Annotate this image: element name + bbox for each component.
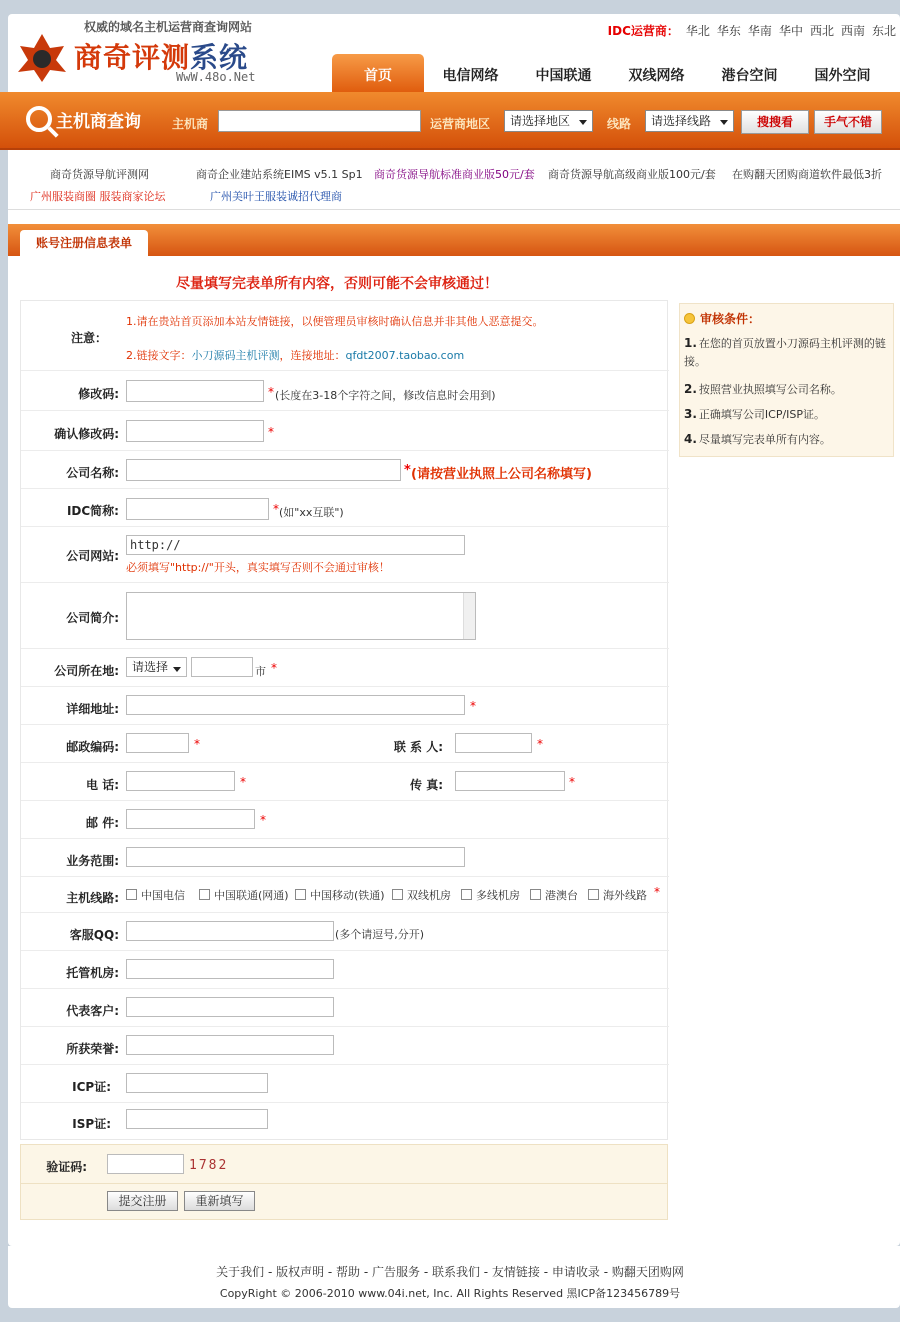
loc-row [21, 649, 669, 687]
line-label: 线路 [607, 117, 632, 131]
registration-form [20, 300, 668, 1140]
isp-label: ISP证: [72, 1117, 111, 1131]
note-line-2: 2.链接文字：小刀源码主机评测，连接地址：qfdt2007.taobao.com [126, 349, 465, 362]
form-tab-header [8, 224, 900, 256]
region-label: 运营商地区 [430, 117, 491, 131]
client-row [21, 989, 669, 1027]
verify-label: 验证码: [46, 1160, 87, 1174]
review-item: 2. 按照营业执照填写公司名称。 [684, 382, 842, 396]
site-tagline: 权威的域名主机运营商查询网站 [84, 20, 253, 34]
honor-input[interactable] [126, 1035, 334, 1055]
zip-row [21, 725, 669, 763]
nav-tab-dual[interactable]: 双线网络 [628, 68, 685, 84]
tel-input[interactable] [126, 771, 235, 791]
checkbox-label: 多线机房 [476, 889, 520, 902]
contact-input[interactable] [455, 733, 532, 753]
line-select[interactable]: 请选择线路 [645, 110, 734, 132]
honor-row [21, 1027, 669, 1065]
submit-button[interactable]: 提交注册 [107, 1191, 178, 1211]
isp-input[interactable] [126, 1109, 268, 1129]
nav-tab-telecom[interactable]: 电信网络 [442, 68, 499, 84]
checkbox[interactable] [199, 889, 210, 900]
checkbox-label: 中国联通(网通) [214, 889, 289, 902]
promo-link[interactable]: 广州美叶王服装诚招代理商 [210, 190, 342, 203]
addr-row [21, 687, 669, 725]
site-label: 公司网站: [66, 549, 119, 563]
magnifier-icon [26, 106, 52, 132]
intro-textarea[interactable] [126, 592, 476, 640]
isp-row [21, 1103, 669, 1139]
tel-label: 电 话: [86, 778, 119, 792]
icp-input[interactable] [126, 1073, 268, 1093]
reset-button[interactable]: 重新填写 [184, 1191, 255, 1211]
biz-row [21, 839, 669, 877]
promo-links [8, 154, 900, 210]
qq-hint: (多个请逗号,分开) [335, 928, 425, 941]
required-star: * [268, 425, 274, 439]
review-conditions [679, 303, 894, 457]
region-link[interactable]: 华中 [778, 24, 803, 38]
main-nav [332, 54, 889, 92]
checkbox-label: 港澳台 [545, 889, 578, 902]
contact-label: 联 系 人: [393, 740, 443, 754]
required-star: * [470, 699, 476, 713]
icp-label: ICP证: [72, 1080, 111, 1094]
checkbox-label: 双线机房 [407, 889, 451, 902]
qq-input[interactable] [126, 921, 334, 941]
review-item: 1. 在您的首页放置小刀源码主机评测的链接。 [684, 336, 886, 368]
zip-label: 邮政编码: [66, 740, 119, 754]
fax-input[interactable] [455, 771, 565, 791]
review-item: 4. 尽量填写完表单所有内容。 [684, 432, 831, 446]
site-hint: 必须填写"http://"开头，真实填写否则不会通过审核！ [126, 561, 390, 574]
room-row [21, 951, 669, 989]
required-star: * [569, 775, 575, 789]
addr-label: 详细地址: [66, 702, 119, 716]
tel-row [21, 763, 669, 801]
host-label: 主机商 [172, 117, 209, 131]
company-row [21, 451, 669, 489]
promo-link[interactable]: 商奇货源导航高级商业版100元/套 [548, 168, 716, 181]
idc-short-label: IDC简称: [66, 504, 119, 518]
promo-link[interactable]: 广州服装商圈 服装商家论坛 [30, 190, 166, 203]
region-link[interactable]: 西北 [809, 24, 834, 38]
mail-row [21, 801, 669, 839]
search-button[interactable]: 搜搜看 [741, 110, 809, 134]
bulb-icon [684, 313, 695, 324]
footer-links[interactable]: 关于我们 - 版权声明 - 帮助 - 广告服务 - 联系我们 - 友情链接 - 申请收录 - 购翻天团购网 [216, 1265, 684, 1279]
region-link[interactable]: 华南 [747, 24, 772, 38]
icp-row [21, 1065, 669, 1103]
promo-link[interactable]: 在购翻天团购商道软件最低3折 [732, 168, 882, 181]
idc-row [21, 489, 669, 527]
nav-tab-unicom[interactable]: 中国联通 [535, 68, 592, 84]
company-input[interactable] [126, 459, 401, 481]
note-row [21, 301, 669, 371]
region-link[interactable]: 华北 [685, 24, 710, 38]
promo-link[interactable]: 商奇货源导航评测网 [50, 168, 149, 181]
footer-copyright: CopyRight © 2006-2010 www.04i.net, Inc. All Rights Reserved 黑ICP备123456789号 [219, 1287, 681, 1300]
checkbox[interactable] [126, 889, 137, 900]
required-star: * [268, 385, 274, 399]
lines-label: 主机线路: [66, 891, 119, 905]
lucky-button[interactable]: 手气不错 [814, 110, 882, 134]
client-input[interactable] [126, 997, 334, 1017]
company-label: 公司名称: [66, 466, 119, 480]
pwd2-label: 确认修改码: [54, 427, 119, 441]
city-suffix: 市 [255, 665, 266, 678]
region-select[interactable]: 请选择地区 [504, 110, 593, 132]
region-link[interactable]: 西南 [840, 24, 865, 38]
required-star: * [260, 813, 266, 827]
room-label: 托管机房: [66, 966, 119, 980]
promo-link[interactable]: 商奇企业建站系统EIMS v5.1 Sp1 [196, 168, 363, 181]
host-search-input[interactable] [218, 110, 421, 132]
site-input[interactable]: http:// [126, 535, 465, 555]
pwd-row [21, 371, 669, 411]
company-hint: (请按营业执照上公司名称填写) [411, 467, 592, 482]
note-line-1: 1.请在贵站首页添加本站友情链接，以便管理员审核时确认信息并非其他人恶意提交。 [126, 315, 544, 328]
required-star: * [404, 463, 411, 478]
required-star: * [273, 502, 279, 516]
verify-section [20, 1144, 668, 1220]
review-item: 3. 正确填写公司ICP/ISP证。 [684, 407, 826, 421]
logo-text: 商奇评测系统 [74, 41, 249, 74]
required-star: * [240, 775, 246, 789]
lines-checkboxes [126, 885, 666, 905]
required-star: * [654, 885, 660, 899]
checkbox[interactable] [588, 889, 599, 900]
checkbox-label: 海外线路 [603, 889, 647, 902]
form-warning: 尽量填写完表单所有内容，否则可能不会审核通过！ [176, 276, 498, 292]
note-label: 注意： [70, 331, 107, 345]
addr-input[interactable] [126, 695, 465, 715]
logo-url: WwW.48o.Net [176, 70, 256, 84]
room-input[interactable] [126, 959, 334, 979]
fax-label: 传 真: [410, 778, 443, 792]
nav-tab-hktw[interactable]: 港台空间 [721, 68, 778, 84]
intro-row [21, 583, 669, 649]
city-input[interactable] [191, 657, 253, 677]
checkbox[interactable] [461, 889, 472, 900]
checkbox[interactable] [392, 889, 403, 900]
pwd-input[interactable] [126, 380, 264, 402]
idc-short-input[interactable] [126, 498, 269, 520]
scrollbar[interactable] [463, 593, 475, 639]
idc-label: IDC运营商： [607, 24, 679, 38]
search-title: 主机商查询 [26, 106, 141, 132]
idc-hint: (如"xx互联") [279, 506, 344, 519]
form-tab: 账号注册信息表单 [20, 230, 148, 256]
verify-input[interactable] [107, 1154, 184, 1174]
checkbox[interactable] [530, 889, 541, 900]
honor-label: 所获荣誉: [66, 1042, 119, 1056]
qq-row [21, 913, 669, 951]
loc-label: 公司所在地: [54, 664, 119, 678]
idc-region-links [608, 22, 896, 39]
required-star: * [271, 661, 277, 675]
nav-tab-foreign[interactable]: 国外空间 [814, 68, 871, 84]
pwd-label: 修改码: [78, 387, 119, 401]
required-star: * [194, 737, 200, 751]
pwd-hint: (长度在3-18个字符之间，修改信息时会用到) [275, 389, 496, 402]
region-link[interactable]: 华东 [716, 24, 741, 38]
required-star: * [537, 737, 543, 751]
qq-label: 客服QQ: [69, 928, 119, 942]
biz-label: 业务范围: [66, 854, 119, 868]
promo-link[interactable]: 商奇货源导航标准商业版50元/套 [374, 168, 535, 181]
checkbox-label: 中国移动(铁通) [310, 889, 385, 902]
site-row [21, 527, 669, 583]
mail-label: 邮 件: [86, 816, 119, 830]
client-label: 代表客户: [66, 1004, 119, 1018]
intro-label: 公司简介: [66, 611, 119, 625]
province-select[interactable]: 请选择 [126, 657, 187, 677]
pwd2-input[interactable] [126, 420, 264, 442]
review-title: 审核条件： [684, 310, 760, 327]
captcha-image: 1782 [189, 1158, 229, 1173]
nav-tab-home[interactable]: 首页 [332, 54, 424, 92]
mail-input[interactable] [126, 809, 255, 829]
logo-icon [16, 32, 68, 84]
zip-input[interactable] [126, 733, 189, 753]
header [8, 14, 900, 92]
biz-input[interactable] [126, 847, 465, 867]
search-bar [0, 92, 900, 150]
region-link[interactable]: 东北 [871, 24, 896, 38]
pwd2-row [21, 411, 669, 451]
checkbox-label: 中国电信 [141, 889, 185, 902]
lines-row [21, 877, 669, 913]
checkbox[interactable] [295, 889, 306, 900]
